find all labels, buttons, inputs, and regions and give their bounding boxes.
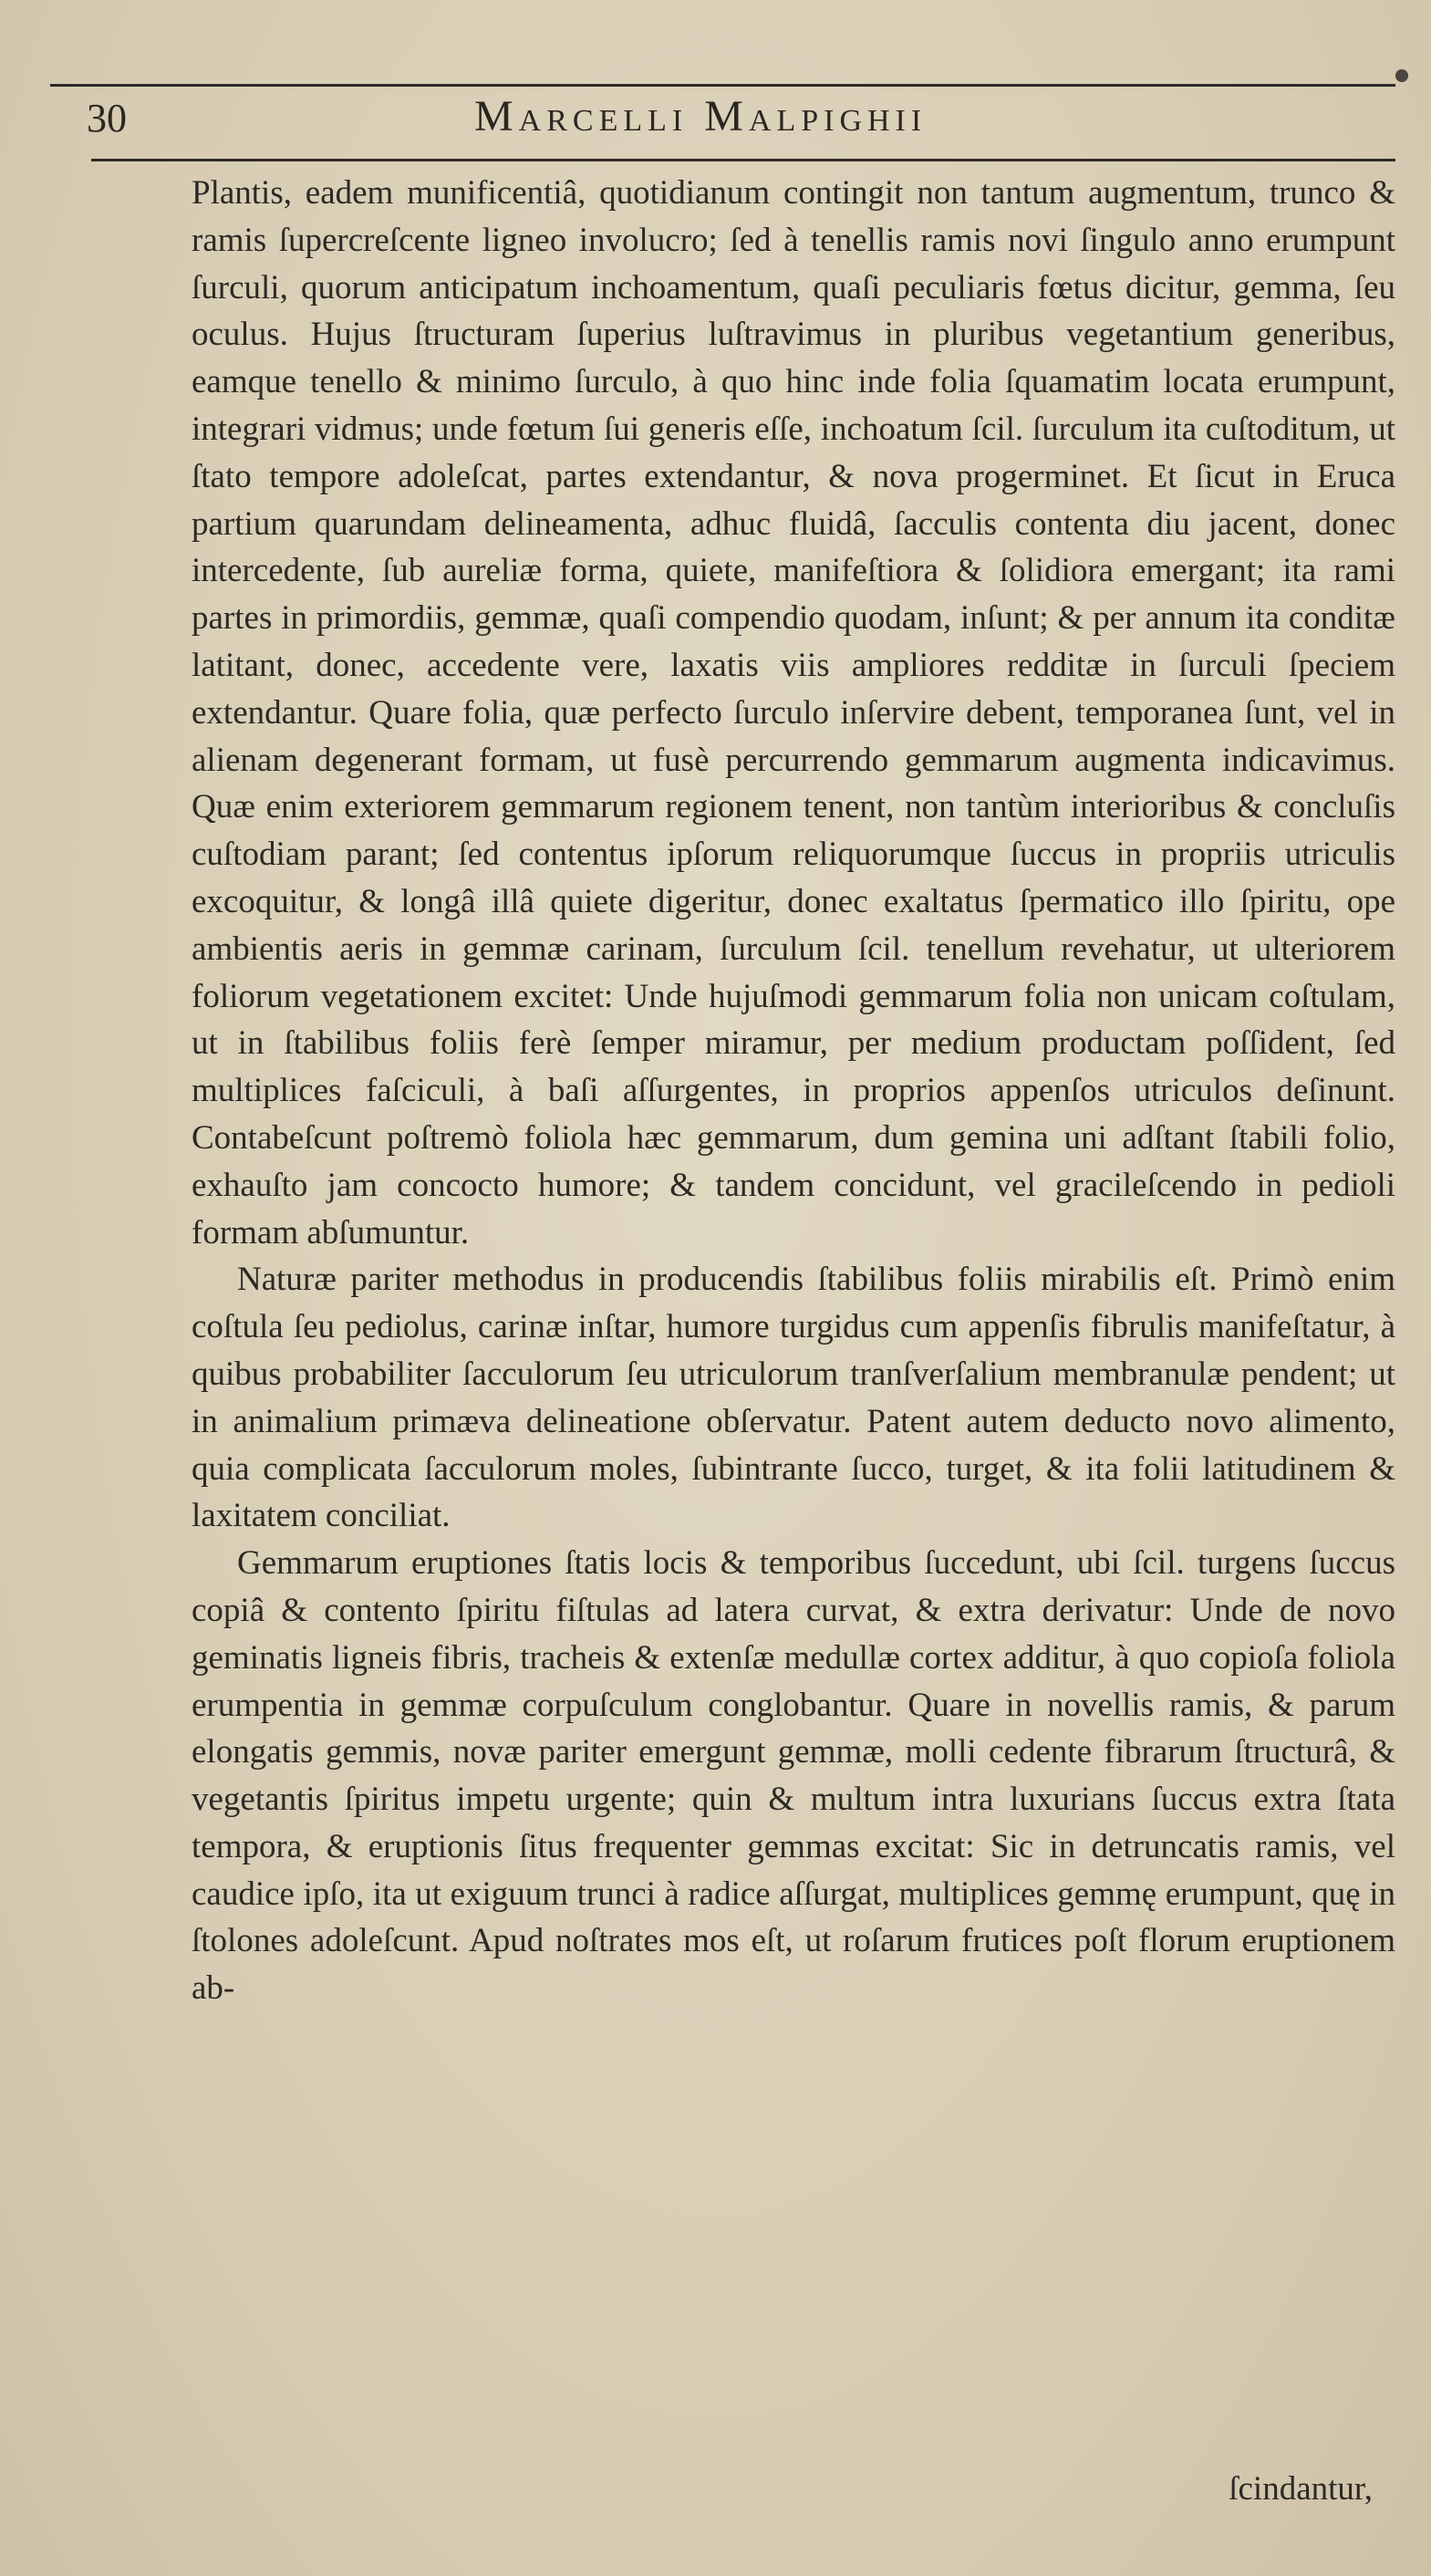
catchword: ſcindantur,	[1229, 2470, 1373, 2508]
paragraph-2: Naturæ pariter methodus in producendis ſtabilibus foliis mirabilis eſt. Primò enim coſtula ſeu pediolus, carinæ inſtar, humore turgidus cum appenſis fibrulis manifeſtatur, à quibus probabiliter ſacculorum ſeu utriculorum tranſverſalium membranulæ pendent; ut in animalium primæva delineatione obſervatur. Patent autem deducto novo alimento, quia complicata ſacculorum moles, ſubintrante ſucco, turget, & ita folii latitudinem & laxitatem conciliat.	[192, 1261, 1395, 1535]
ink-spot	[1395, 69, 1408, 82]
head-rule	[91, 159, 1395, 161]
running-head: Marcelli Malpighii	[474, 92, 928, 140]
top-rule	[50, 84, 1395, 87]
page-number: 30	[87, 96, 127, 140]
body-text	[192, 170, 1395, 2012]
paragraph-3: Gemmarum eruptiones ſtatis locis & temporibus ſuccedunt, ubi ſcil. turgens ſuccus copiâ & contento ſpiritu fiſtulas ad latera curvat, & extra derivatur: Unde de novo geminatis ligneis fibris, tracheis & extenſæ medullæ cortex additur, à quo copioſa foliola erumpentia in gemmæ corpuſculum conglobantur. Quare in novellis ramis, & parum elongatis gemmis, novæ pariter emergunt gemmæ, molli cedente fibrarum ſtructurâ, & vegetantis ſpiritus impetu urgente; quin & multum intra luxurians ſuccus extra ſtata tempora, & eruptionis ſitus frequenter gemmas excitat: Sic in detruncatis ramis, vel caudice ipſo, ita ut exiguum trunci à radice aſſurgat, multiplices gemmę erumpunt, quę in ſtolones adoleſcunt. Apud noſtrates mos eſt, ut roſarum frutices poſt florum eruptionem ab-	[192, 1544, 1395, 2008]
paragraph-1: Plantis, eadem munificentiâ, quotidianum contingit non tantum augmentum, trunco & ramis ſupercreſcente ligneo involucro; ſed à tenellis ramis novi ſingulo anno erumpunt ſurculi, quorum anticipatum inchoamentum, quaſi peculiaris fœtus dicitur, gemma, ſeu oculus. Hujus ſtructuram ſuperius luſtravimus in pluribus vegetantium generibus, eamque tenello & minimo ſurculo, à quo hinc inde folia ſquamatim locata erumpunt, integrari vidmus; unde fœtum ſui generis eſſe, inchoatum ſcil. ſurculum ita cuſtoditum, ut ſtato tempore adoleſcat, partes extendantur, & nova progerminet. Et ſicut in Eruca partium quarundam delineamenta, adhuc fluidâ, ſacculis contenta diu jacent, donec intercedente, ſub aureliæ forma, quiete, manifeſtiora & ſolidiora emergant; ita rami partes in primordiis, gemmæ, quaſi compendio quodam, inſunt; & per annum ita conditæ latitant, donec, accedente vere, laxatis viis ampliores redditæ in ſurculi ſpeciem extendantur. Quare folia, quæ perfecto ſurculo inſervire debent, temporanea ſunt, vel in alienam degenerant formam, ut fusè percurrendo gemmarum augmenta indicavimus. Quæ enim exteriorem gemmarum regionem tenent, non tantùm interioribus & concluſis cuſtodiam parant; ſed contentus ipſorum reliquorumque ſuccus in propriis utriculis excoquitur, & longâ illâ quiete digeritur, donec exaltatus ſpermatico illo ſpiritu, ope ambientis aeris in gemmæ carinam, ſurculum ſcil. tenellum revehatur, ut ulteriorem foliorum vegetationem excitet: Unde hujuſmodi gemmarum folia non unicam coſtulam, ut in ſtabilibus foliis ferè ſemper miramur, per medium productam poſſident, ſed multiplices faſciculi, à baſi aſſurgentes, in proprios appenſos utriculos deſinunt. Contabeſcunt poſtremò foliola hæc gemmarum, dum gemina uni adſtant ſtabili folio, exhauſto jam concocto humore; & tandem concidunt, vel gracileſcendo in pedioli formam abſumuntur.	[192, 174, 1395, 1252]
